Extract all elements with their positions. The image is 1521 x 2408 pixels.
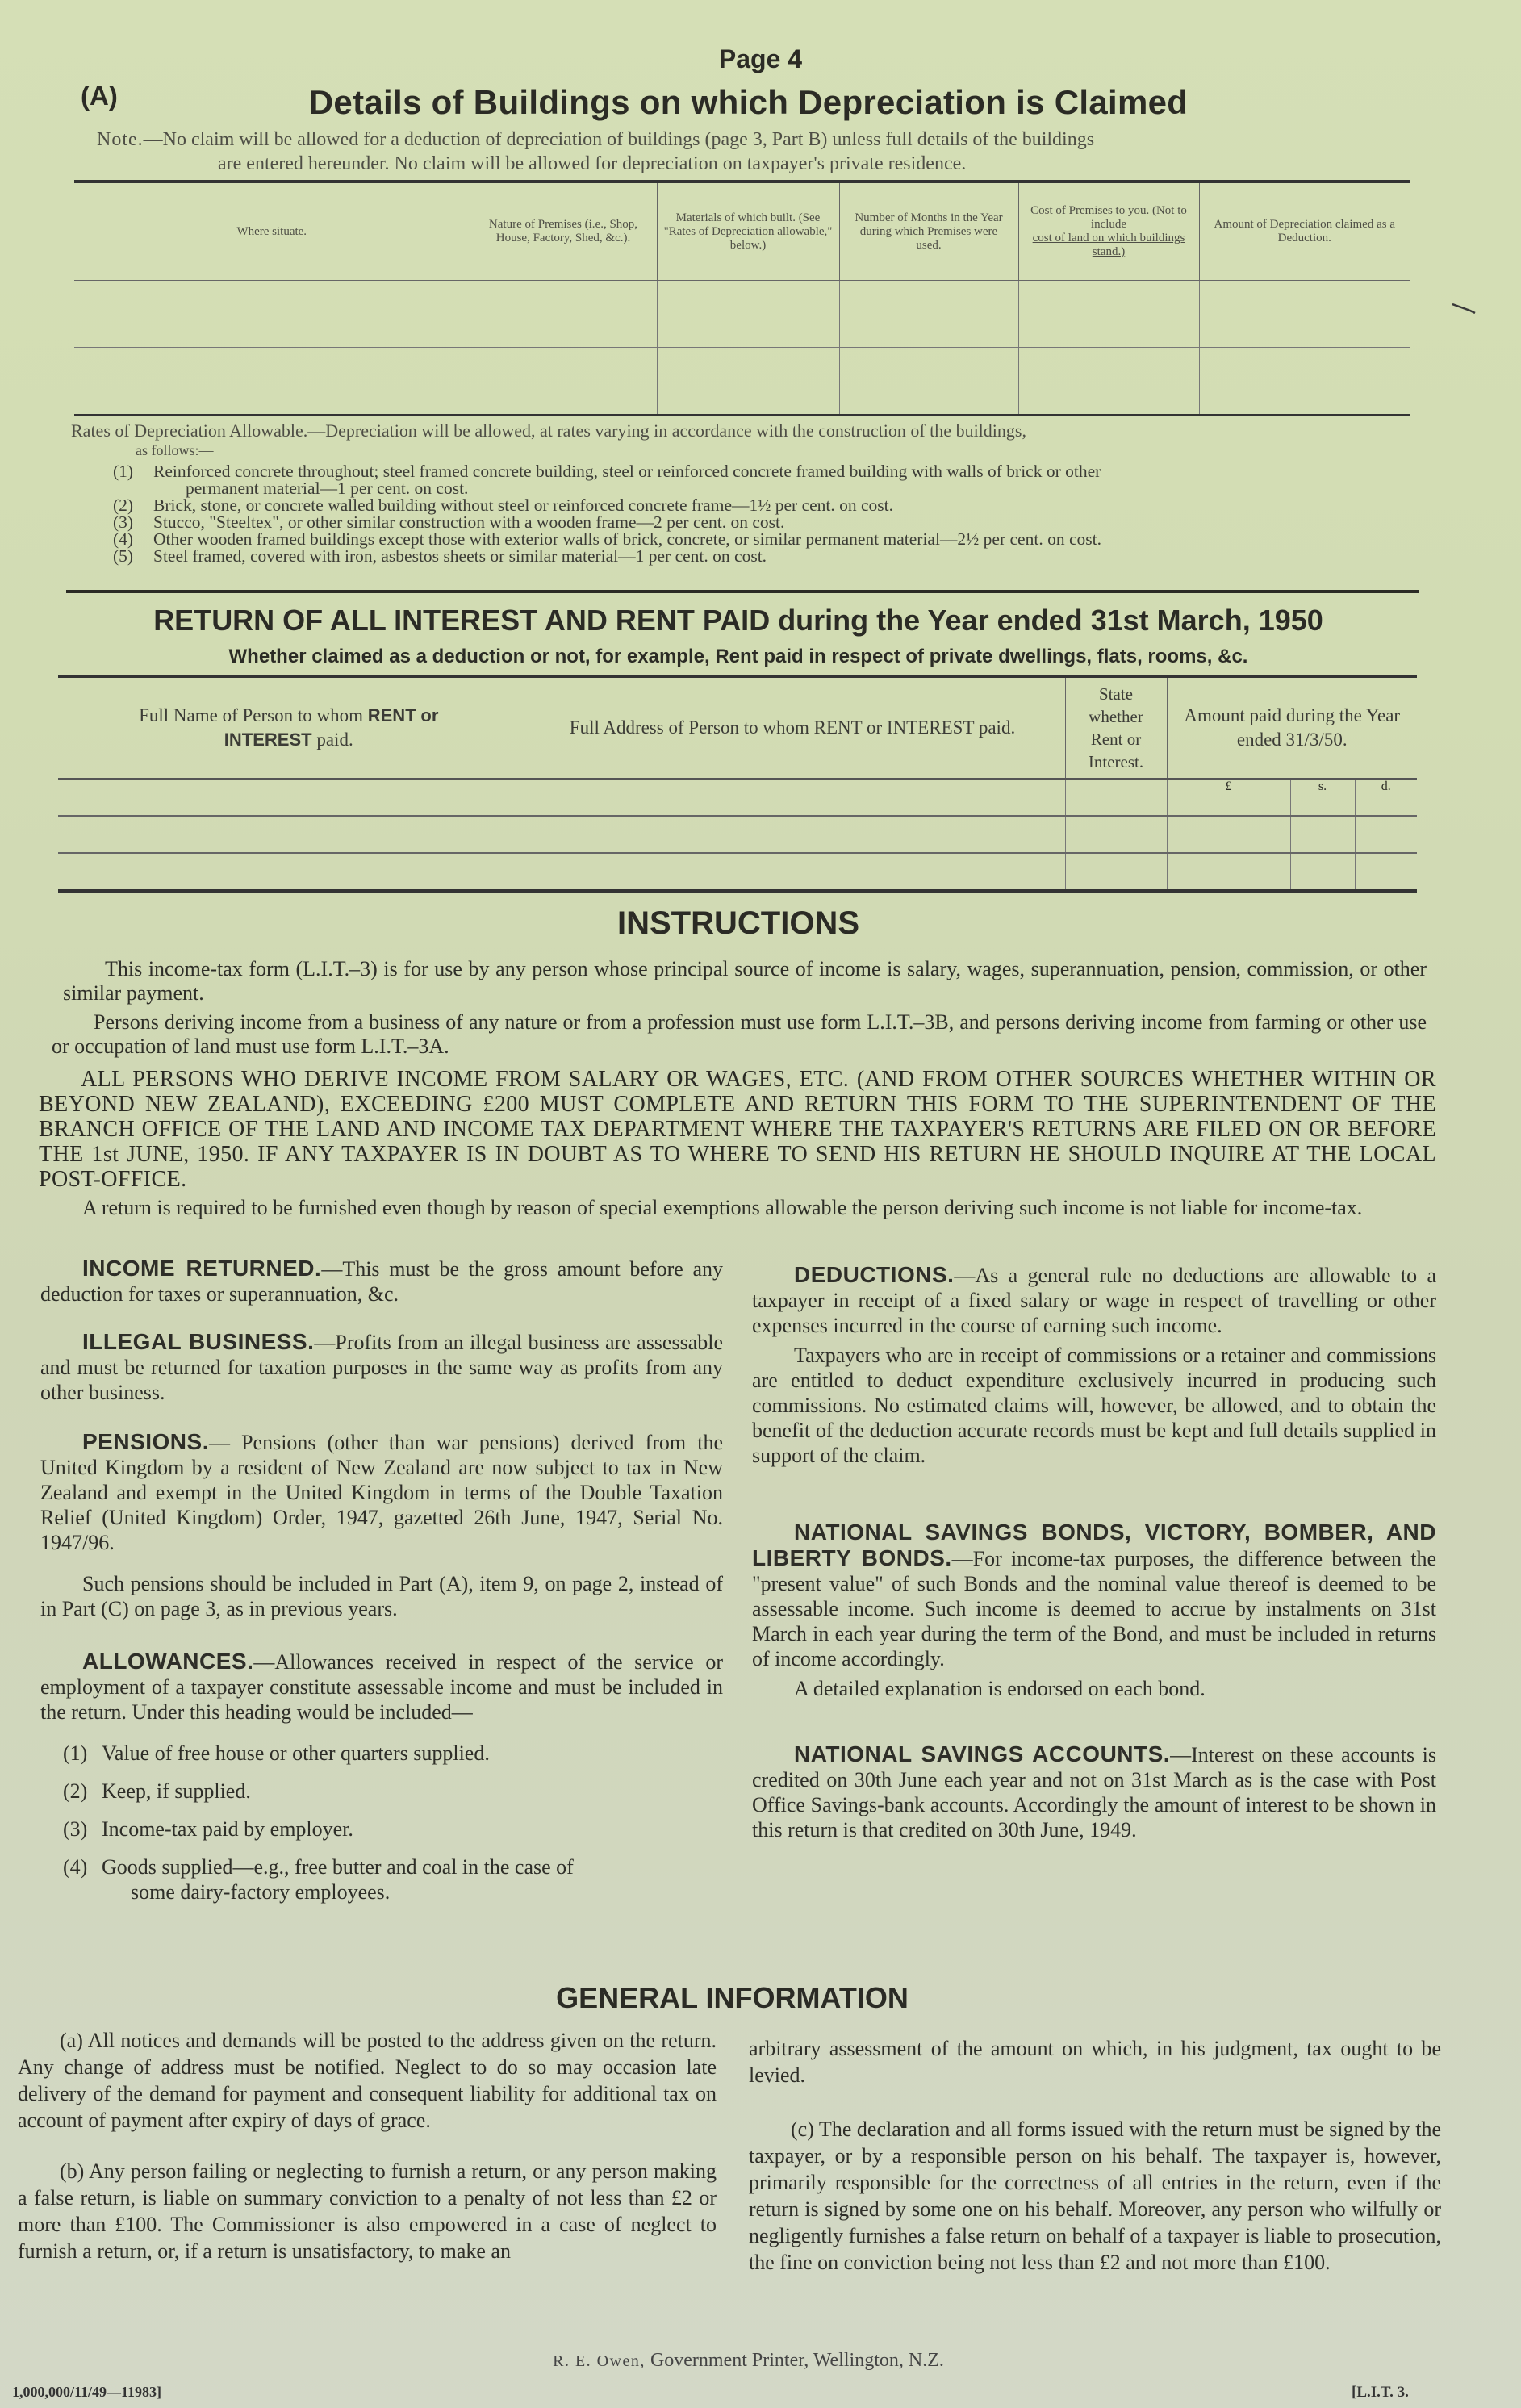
list-item [63, 1854, 723, 1904]
printer-rest: Government Printer, Wellington, N.Z. [650, 2350, 944, 2371]
col-full-name [58, 677, 520, 780]
cell-state[interactable] [1065, 779, 1167, 816]
illegal-business-heading: ILLEGAL BUSINESS. [82, 1329, 315, 1354]
col-name-text: Full Name of Person to whom [139, 705, 363, 725]
cell-materials[interactable] [657, 281, 839, 348]
list-item [113, 463, 1436, 497]
list-item [113, 548, 1436, 565]
note-prefix: Note. [97, 129, 144, 150]
table-row [74, 348, 1410, 416]
buildings-title: Details of Buildings on which Depreciation is Claimed [308, 83, 1189, 121]
right-column [752, 1262, 1436, 1842]
allowances-heading: ALLOWANCES. [82, 1649, 254, 1674]
col-name-rent: RENT [367, 705, 416, 725]
col-name-paid: paid. [316, 730, 353, 750]
deductions-block [752, 1262, 1436, 1338]
general-right-column [749, 2035, 1441, 2276]
rate-text: Other wooden framed buildings except those with exterior walls of brick, concrete, or similar permanent material—2½ per cent. on cost. [153, 529, 1101, 549]
cell-address[interactable] [520, 779, 1065, 816]
list-item [113, 514, 1436, 531]
left-column [40, 1256, 723, 1917]
rate-number: (5) [113, 546, 134, 566]
income-returned-text: —This must be the gross amount before any deduction for taxes or superannuation, &c. [40, 1257, 723, 1306]
allowance-number: (1) [63, 1741, 88, 1765]
col-cost-of-premises [1018, 182, 1199, 281]
cell-cost[interactable] [1018, 281, 1199, 348]
cell-pounds[interactable]: £ [1167, 779, 1290, 816]
instructions-para-4: A return is required to be furnished even though by reason of special exemptions allowable the person deriving such income is not liable for income-tax. [82, 1196, 1363, 1219]
cell-months[interactable] [839, 348, 1018, 416]
illegal-business-text: —Profits from an illegal business are assessable and must be returned for taxation purposes in the same way as profits from any other business. [40, 1331, 724, 1404]
rates-intro [71, 421, 1427, 460]
cost-line-1: Cost of Premises to you. (Not to include [1030, 204, 1187, 231]
allowances-block [40, 1649, 723, 1724]
pensions-para-2: Such pensions should be included in Part (A), item 9, on page 2, instead of in Part (C) on page 3, as in previous years. [40, 1572, 723, 1620]
cell-pence[interactable] [1355, 853, 1417, 891]
rate-text: Brick, stone, or concrete walled building without steel or reinforced concrete frame—1½ per cent. on cost. [153, 495, 894, 515]
col-months-used: Number of Months in the Year during which Premises were used. [839, 182, 1018, 281]
cell-nature[interactable] [470, 281, 657, 348]
instructions-para-1: This income-tax form (L.I.T.–3) is for use by any person whose principal source of income is salary, wages, superannuation, pension, commission, or other similar payment. [63, 957, 1427, 1005]
allowance-text: Value of free house or other quarters supplied. [102, 1741, 490, 1765]
rate-number: (1) [113, 462, 134, 481]
deductions-heading: DEDUCTIONS. [794, 1262, 955, 1287]
instructions-title: INSTRUCTIONS [617, 905, 859, 941]
cell-address[interactable] [520, 816, 1065, 853]
col-depreciation-amount: Amount of Depreciation claimed as a Deduction. [1199, 182, 1410, 281]
accounts-block [752, 1741, 1436, 1842]
col-where-situate: Where situate. [74, 182, 470, 281]
print-run-code: 1,000,000/11/49—11983] [12, 2384, 162, 2400]
col-state-rent-interest: State whether Rent or Interest. [1065, 677, 1167, 780]
cell-shillings[interactable]: s. [1290, 779, 1355, 816]
col-full-address: Full Address of Person to whom RENT or INTEREST paid. [520, 677, 1065, 780]
general-para-c: (c) The declaration and all forms issued with the return must be signed by the taxpayer, or by a responsible person on his behalf. The taxpayer is, however, primarily responsible for the correctness of all entries in the return, even if the return is signed by some one on his behalf. Moreover, any person who wilfully or negligently furnishes a false return on behalf of a taxpayer is liable to prosecution, the fine on conviction being not less than £2 and not more than £100. [749, 2117, 1441, 2274]
deductions-para-2: Taxpayers who are in receipt of commissions or a retainer and commissions are entitled to deduct expenditure exclusively incurred in producing such commissions. No estimated claims will, however, be allowed, and to obtain the benefit of the deduction accurate records must be kept and full details supplied in support of the claim. [752, 1344, 1436, 1467]
rates-intro-line-2: as follows:— [136, 442, 214, 458]
bonds-heading: NATIONAL SAVINGS BONDS, VICTORY, BOMBER, AND LIBERTY BONDS. [752, 1520, 1436, 1570]
cell-state[interactable] [1065, 853, 1167, 891]
section-label: (A) [81, 81, 118, 111]
cell-name[interactable] [58, 853, 520, 891]
allowances-text: —Allowances received in respect of the service or employment of a taxpayer constitute assessable income and must be included in the return. Under this heading would be included— [40, 1650, 723, 1724]
instructions-para-2: Persons deriving income from a business of any nature or from a profession must use form L.I.T.–3B, and persons deriving income from farming or other use or occupation of land must use form L.I.T.–3A. [52, 1010, 1427, 1058]
allowances-list [40, 1741, 723, 1904]
general-para-a: (a) All notices and demands will be posted to the address given on the return. Any change of address must be notified. Neglect to do so may occasion late delivery of the demand for payment and consequent liability for additional tax on account of payment after expiry of days of grace. [18, 2029, 717, 2132]
cell-depreciation[interactable] [1199, 281, 1410, 348]
buildings-table [74, 180, 1410, 416]
col-amount-paid: Amount paid during the Year ended 31/3/50. [1167, 677, 1417, 780]
rate-text: Reinforced concrete throughout; steel framed concrete building, steel or reinforced concrete framed building with walls of brick or other [153, 462, 1101, 481]
deductions-text: —As a general rule no deductions are allowable to a taxpayer in receipt of a fixed salary or wage in respect of travelling or other expenses incurred in the course of earning such income. [752, 1264, 1436, 1337]
buildings-note [97, 128, 1404, 176]
cell-pence[interactable]: d. [1355, 779, 1417, 816]
accounts-text: —Interest on these accounts is credited on 30th June each year and not on 31st March as is the case with Post Office Savings-bank accounts. Accordingly the amount of interest to be shown in this return is that credited on 30th June, 1949. [752, 1743, 1436, 1842]
rates-list [113, 463, 1436, 565]
cell-pounds[interactable] [1167, 853, 1290, 891]
rates-intro-line-1: Rates of Depreciation Allowable.—Depreciation will be allowed, at rates varying in accordance with the construction of the buildings, [71, 420, 1026, 441]
rate-number: (2) [113, 495, 134, 515]
cost-line-2: cost of land on which buildings stand.) [1032, 232, 1185, 258]
pensions-heading: PENSIONS. [82, 1429, 209, 1454]
rate-text: Steel framed, covered with iron, asbestos sheets or similar material—1 per cent. on cost. [153, 546, 767, 566]
list-item [63, 1779, 723, 1804]
pensions-text: — Pensions (other than war pensions) derived from the United Kingdom by a resident of New Zealand are now subject to tax in New Zealand and exempt in the United Kingdom in terms of the Double Taxation Relief (United Kingdom) Order, 1947, gazetted 26th June, 1947, Serial No. 1947/96. [40, 1431, 723, 1554]
table-header-row [58, 677, 1417, 780]
rate-number: (3) [113, 512, 134, 532]
interest-subtitle: Whether claimed as a deduction or not, for example, Rent paid in respect of private dwellings, flats, rooms, &c. [228, 646, 1248, 667]
note-line-2: are entered hereunder. No claim will be allowed for depreciation on taxpayer's private residence. [218, 153, 967, 174]
table-row [58, 816, 1417, 853]
bonds-block [752, 1520, 1436, 1671]
cell-shillings[interactable] [1290, 853, 1355, 891]
cell-where-situate[interactable] [74, 348, 470, 416]
list-item [63, 1741, 723, 1766]
bonds-para-2: A detailed explanation is endorsed on each bond. [794, 1677, 1206, 1700]
table-row [58, 779, 1417, 816]
printer-credit [0, 2350, 1497, 2372]
accounts-heading: NATIONAL SAVINGS ACCOUNTS. [794, 1741, 1171, 1766]
printer-name: R. E. Owen, [553, 2352, 646, 2370]
allowance-text: Income-tax paid by employer. [102, 1817, 353, 1841]
income-returned-block [40, 1256, 723, 1306]
table-row [74, 281, 1410, 348]
list-item [113, 497, 1436, 514]
general-information-title: GENERAL INFORMATION [556, 1981, 909, 2014]
cell-nature[interactable] [470, 348, 657, 416]
cell-depreciation[interactable] [1199, 348, 1410, 416]
list-item [63, 1816, 723, 1842]
cell-name[interactable] [58, 779, 520, 816]
general-para-b: (b) Any person failing or neglecting to furnish a return, or any person making a false return, is liable on summary conviction to a penalty of not less than £2 or more than £100. The Commissioner is also empowered in a case of neglect to furnish a return, or, if a return is unsatisfactory, to make an [18, 2159, 717, 2263]
note-line-1: —No claim will be allowed for a deduction of depreciation of buildings (page 3, Part B) unless full details of the buildings [143, 129, 1095, 150]
allowance-text-cont: some dairy-factory employees. [131, 1880, 391, 1904]
rate-text: Stucco, "Steeltex", or other similar construction with a wooden frame—2 per cent. on cost. [153, 512, 785, 532]
allowance-number: (3) [63, 1817, 88, 1841]
interest-title: RETURN OF ALL INTEREST AND RENT PAID during the Year ended 31st March, 1950 [153, 604, 1323, 637]
col-name-or: or [420, 705, 439, 725]
cell-pounds[interactable] [1167, 816, 1290, 853]
col-materials: Materials of which built. (See "Rates of Depreciation allowable," below.) [657, 182, 839, 281]
cell-name[interactable] [58, 816, 520, 853]
rate-text-cont: permanent material—1 per cent. on cost. [186, 479, 469, 498]
allowance-number: (4) [63, 1855, 88, 1879]
list-item [113, 531, 1436, 548]
rate-number: (4) [113, 529, 134, 549]
cell-materials[interactable] [657, 348, 839, 416]
allowance-text: Goods supplied—e.g., free butter and coal in the case of [102, 1855, 574, 1879]
form-code: [L.I.T. 3. [1352, 2384, 1409, 2401]
cell-state[interactable] [1065, 816, 1167, 853]
income-returned-heading: INCOME RETURNED. [82, 1256, 322, 1281]
section-divider [66, 590, 1419, 593]
cell-where-situate[interactable] [74, 281, 470, 348]
table-header-row [74, 182, 1410, 281]
illegal-business-block [40, 1329, 723, 1405]
general-left-column [18, 2027, 717, 2264]
general-para-b-cont: arbitrary assessment of the amount on which, in his judgment, tax ought to be levied. [749, 2037, 1441, 2087]
cell-cost[interactable] [1018, 348, 1199, 416]
instructions-caps-para: ALL PERSONS WHO DERIVE INCOME FROM SALARY OR WAGES, ETC. (AND FROM OTHER SOURCES WHETHER WITHIN OR BEYOND NEW ZEALAND), EXCEEDING £200 MUST COMPLETE AND RETURN THIS FORM TO THE SUPERINTENDENT OF THE BRANCH OFFICE OF THE LAND AND INCOME TAX DEPARTMENT WHERE THE TAXPAYER'S RETURNS ARE FILED ON OR BEFORE THE 1st JUNE, 1950. IF ANY TAXPAYER IS IN DOUBT AS TO WHERE TO SEND HIS RETURN HE SHOULD INQUIRE AT THE LOCAL POST-OFFICE. [39, 1067, 1436, 1192]
pensions-block [40, 1429, 723, 1555]
cell-shillings[interactable] [1290, 816, 1355, 853]
cell-months[interactable] [839, 281, 1018, 348]
col-name-interest: INTEREST [224, 730, 312, 750]
col-nature-of-premises: Nature of Premises (i.e., Shop, House, Factory, Shed, &c.). [470, 182, 657, 281]
table-row [58, 853, 1417, 891]
allowance-text: Keep, if supplied. [102, 1779, 251, 1803]
ink-mark-icon [1452, 303, 1477, 314]
allowance-number: (2) [63, 1779, 88, 1803]
page-number: Page 4 [718, 44, 803, 73]
cell-address[interactable] [520, 853, 1065, 891]
bonds-text: —For income-tax purposes, the difference between the "present value" of such Bonds and the nominal value thereof is deemed to be assessable income. Such income is deemed to accrue by instalments on 31st March in each year during the term of the Bond, and must be included in returns of income accordingly. [752, 1547, 1436, 1670]
cell-pence[interactable] [1355, 816, 1417, 853]
interest-table [58, 675, 1417, 893]
